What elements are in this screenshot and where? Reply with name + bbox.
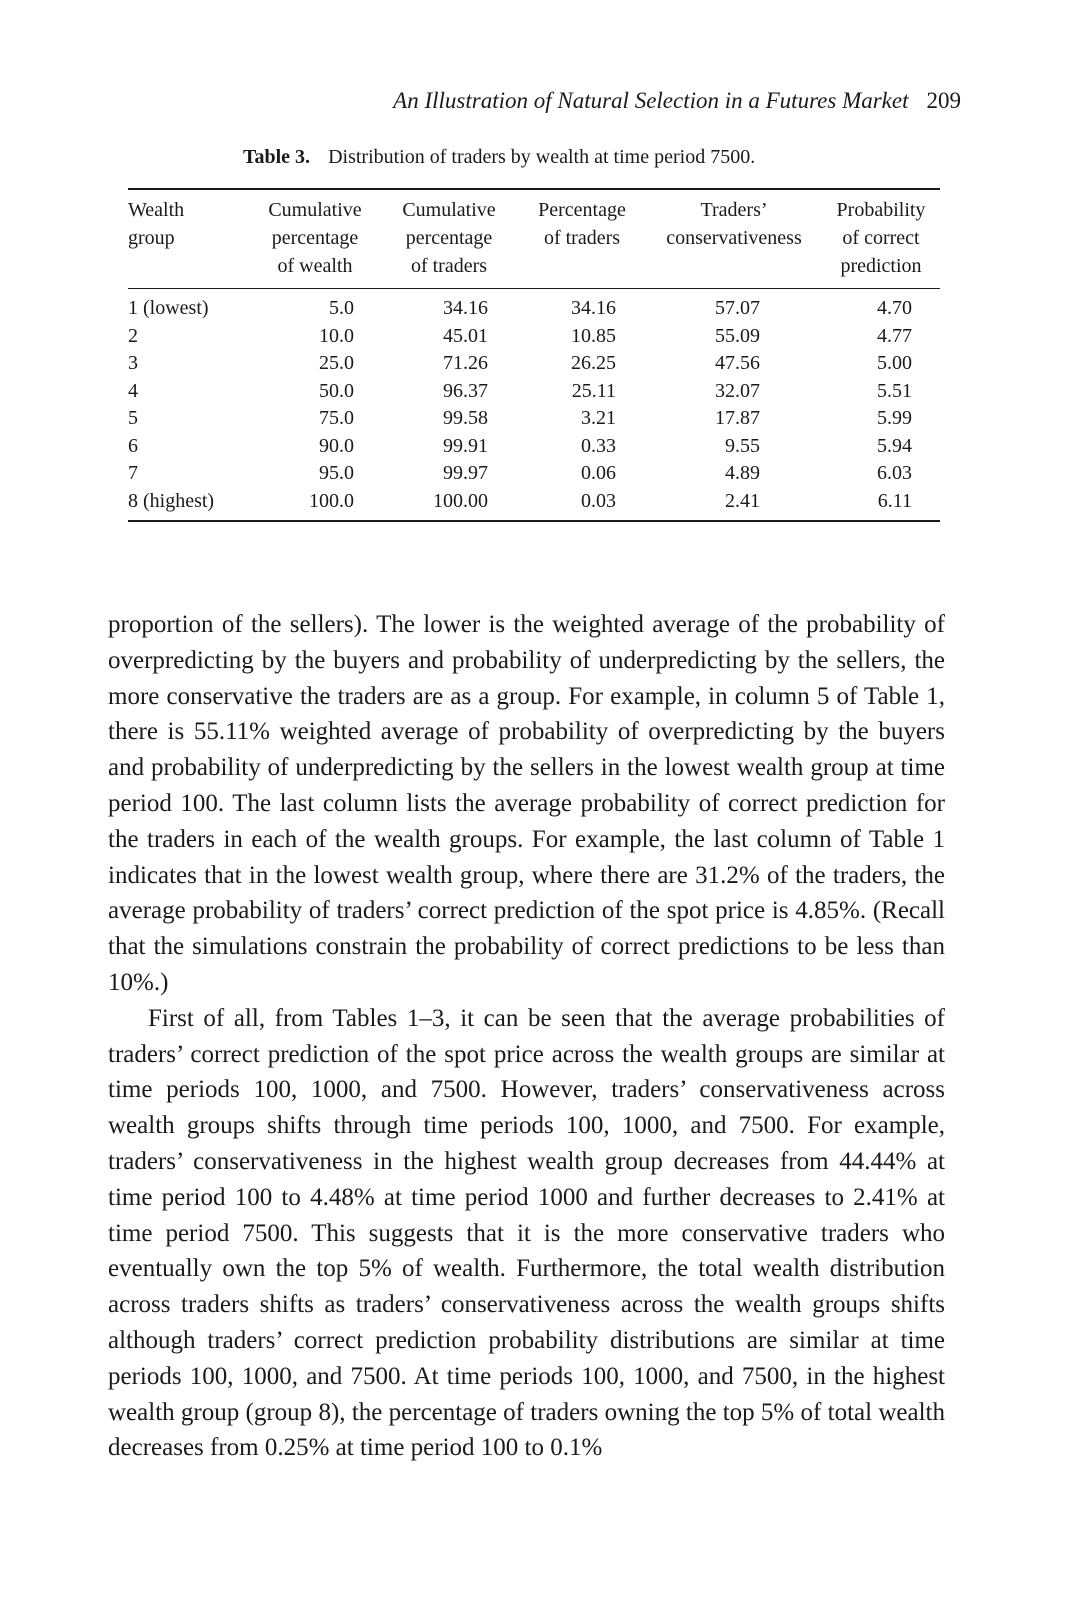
table-cell: 5.99: [877, 407, 912, 429]
table-cell: 4.77: [877, 324, 912, 347]
wealth-group-cell: 4: [128, 379, 138, 402]
table-cell: 32.07: [715, 379, 760, 402]
table-cell: 99.58: [443, 407, 488, 429]
column-header-line: of traders: [543, 227, 621, 249]
table-cell: 25.11: [571, 379, 616, 402]
column-header: [822, 189, 940, 289]
column-header-line: percentage: [271, 227, 359, 249]
table-cell: 99.97: [443, 462, 488, 484]
wealth-group-cell: 3: [128, 352, 138, 374]
table-cell: 57.07: [715, 297, 760, 319]
table-cell: 95.0: [319, 462, 354, 484]
table-header: [128, 189, 940, 289]
table-cell: 17.87: [715, 407, 760, 429]
column-header-line: of correct: [842, 227, 920, 249]
wealth-group-cell: 1 (lowest): [128, 297, 209, 319]
wealth-group-cell: 7: [128, 462, 138, 484]
table-row: [128, 378, 940, 406]
table-cell: 71.26: [443, 352, 488, 374]
table-cell: 34.16: [571, 297, 616, 319]
table-cell: 90.0: [319, 434, 354, 457]
table-cell: 0.06: [581, 462, 616, 484]
column-header: [250, 189, 380, 289]
table-cell: 50.0: [319, 379, 354, 402]
body-text: [108, 607, 945, 1466]
table-body: [128, 289, 940, 522]
wealth-distribution-table: [128, 188, 940, 522]
table-cell: 9.55: [725, 434, 760, 457]
table-cell: 3.21: [581, 407, 616, 429]
column-header-line: conservativeness: [666, 227, 802, 249]
table-cell: 10.85: [571, 324, 616, 347]
column-header: [380, 189, 518, 289]
body-paragraph-1: proportion of the sellers). The lower is the weighted average of the probability of overpredicting by the buyers and probability of underpredicting by the sellers, the more conservative the traders are as a group. For example, in column 5 of Table 1, there is 55.11% weighted average of probability of overpredicting by the buyers and probability of underpredicting by the sellers in the lowest wealth group at time period 100. The last column lists the average probability of correct prediction for the traders in each of the wealth groups. For example, the last column of Table 1 indicates that in the lowest wealth group, where there are 31.2% of the traders, the average probability of traders’ correct prediction of the spot price is 4.85%. (Recall that the simulations constrain the probability of correct predictions to be less than 10%.): [108, 611, 945, 996]
column-header-line: of wealth: [277, 255, 353, 277]
table-row: [128, 488, 940, 522]
column-header-line: percentage: [405, 227, 493, 249]
table-cell: 5.51: [877, 379, 912, 402]
column-header-line: Cumulative: [268, 199, 362, 221]
table-caption-text: Distribution of traders by wealth at time period 7500.: [328, 146, 756, 168]
wealth-group-cell: 6: [128, 434, 138, 457]
table-cell: 5.00: [877, 352, 912, 374]
table-cell: 5.0: [329, 297, 354, 319]
table-row: [128, 433, 940, 461]
column-header-line: Probability: [836, 199, 926, 221]
table-cell: 34.16: [443, 297, 488, 319]
body-paragraph-2: First of all, from Tables 1–3, it can be seen that the average probabilities of traders’ correct prediction of the spot price across the wealth groups are similar at time periods 100, 1000, and 7500. However, traders’ conservativeness across wealth groups shifts through time periods 100, 1000, and 7500. For example, traders’ conservativeness in the highest wealth group decreases from 44.44% at time period 100 to 4.48% at time period 1000 and further decreases to 2.41% at time period 7500. This suggests that it is the more conservative traders who eventually own the top 5% of wealth. Furthermore, the total wealth distribution across traders shifts as traders’ conservativeness across the wealth groups shifts although traders’ correct prediction probability distributions are similar at time periods 100, 1000, and 7500. At time periods 100, 1000, and 7500, in the highest wealth group (group 8), the percentage of traders owning the top 5% of total wealth decreases from 0.25% at time period 100 to 0.1%: [108, 1004, 945, 1462]
table-caption: [243, 146, 755, 169]
table-cell: 6.03: [877, 462, 912, 484]
column-header-line: of traders: [410, 255, 488, 277]
table-header-row: [128, 189, 940, 289]
wealth-group-cell: 5: [128, 407, 138, 429]
table-cell: 47.56: [715, 352, 760, 374]
table-cell: 4.70: [877, 297, 912, 319]
wealth-group-cell: 2: [128, 324, 138, 347]
table-cell: 100.00: [380, 488, 518, 522]
table-cell: 6.11: [822, 488, 940, 522]
table-row: [128, 323, 940, 351]
column-header-line: Percentage: [538, 199, 626, 221]
table-cell: 0.03: [518, 488, 646, 522]
wealth-group-cell: 8 (highest): [128, 488, 250, 522]
table-cell: 25.0: [319, 352, 354, 374]
table-cell: 45.01: [443, 324, 488, 347]
table-cell: 55.09: [715, 324, 760, 347]
table-cell: 4.89: [725, 462, 760, 484]
column-header-line: group: [128, 227, 175, 249]
table-cell: 0.33: [581, 434, 616, 457]
column-header: [518, 189, 646, 289]
running-head: [393, 88, 961, 114]
table-cell: 100.0: [250, 488, 380, 522]
table-cell: 2.41: [646, 488, 822, 522]
table-row: [128, 350, 940, 378]
table-row: [128, 460, 940, 488]
table-cell: 99.91: [443, 434, 488, 457]
column-header-line: Traders’: [700, 199, 768, 221]
column-header-line: Wealth: [128, 199, 185, 221]
table-cell: 5.94: [877, 434, 912, 457]
table-cell: 10.0: [319, 324, 354, 347]
column-header-line: Cumulative: [402, 199, 496, 221]
table-cell: 26.25: [571, 352, 616, 374]
table-row: [128, 405, 940, 433]
column-header: [128, 189, 250, 289]
table-caption-label: Table 3.: [243, 146, 311, 168]
column-header: [646, 189, 822, 289]
table-row: [128, 289, 940, 323]
table-cell: 96.37: [443, 379, 488, 402]
running-head-title: An Illustration of Natural Selection in a Futures Market: [393, 88, 909, 113]
column-header-line: prediction: [840, 255, 922, 277]
table-cell: 75.0: [319, 407, 354, 429]
page-number: 209: [926, 88, 961, 113]
